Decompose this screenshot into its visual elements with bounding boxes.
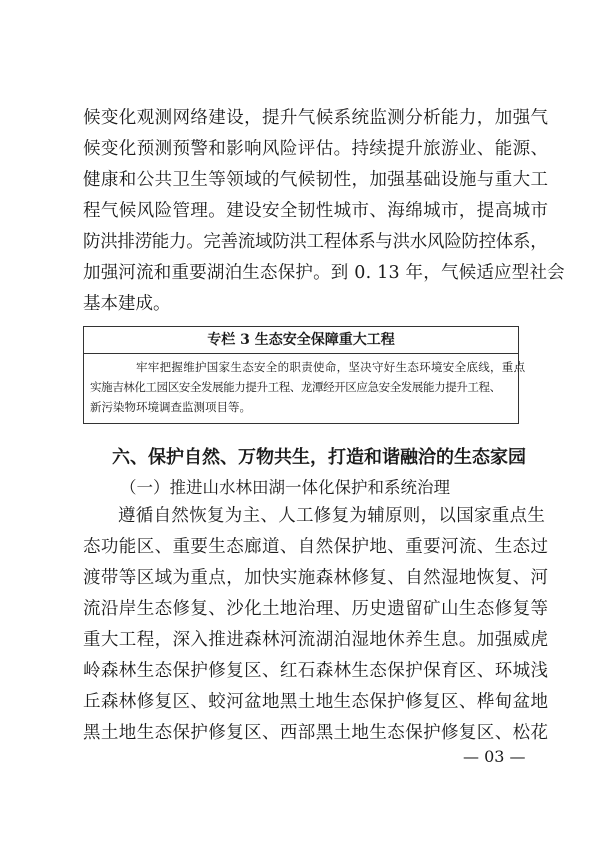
paragraph-line: 丘森林修复区、蛟河盆地黑土地生态保护修复区、桦甸盆地 [83, 692, 549, 712]
section-title: 六、保护自然、万物共生，打造和谐融洽的生态家园 [112, 447, 526, 468]
column-box-line: 新污染物环境调查监测项目等。 [90, 400, 251, 414]
column-box-title: 专栏 3 生态安全保障重大工程 [84, 327, 518, 354]
paragraph-line: 黑土地生态保护修复区、西部黑土地生态保护修复区、松花 [83, 723, 549, 743]
paragraph-line: 遵循自然恢复为主、人工修复为辅原则，以国家重点生 [118, 506, 546, 526]
paragraph-line: 重大工程，深入推进森林河流湖泊湿地休养生息。加强威虎 [83, 630, 549, 650]
paragraph-line: 防洪排涝能力。完善流域防洪工程体系与洪水风险防控体系， [83, 232, 548, 252]
paragraph-line: 态功能区、重要生态廊道、自然保护地、重要河流、生态过 [83, 537, 549, 557]
paragraph-line: 程气候风险管理。建设安全韧性城市、海绵城市，提高城市 [83, 201, 549, 221]
subsection-title: （一）推进山水林田湖一体化保护和系统治理 [120, 478, 450, 497]
column-box-line: 实施吉林化工园区安全发展能力提升工程、龙潭经开区应急安全发展能力提升工程、 [90, 380, 501, 394]
column-box-line: 牢牢把握维护国家生态安全的职责使命，坚决守好生态环境安全底线，重点 [136, 360, 526, 374]
paragraph-line: 岭森林生态保护修复区、红石森林生态保护保育区、环城浅 [83, 661, 549, 681]
paragraph-line: 健康和公共卫生等领域的气候韧性，加强基础设施与重大工 [83, 170, 549, 190]
column-box-body [90, 357, 526, 417]
column-box [83, 326, 526, 424]
paragraph-line: 候变化预测预警和影响风险评估。持续提升旅游业、能源、 [83, 139, 549, 159]
paragraph-line: 流沿岸生态修复、沙化土地治理、历史遗留矿山生态修复等 [83, 599, 549, 619]
paragraph-line: 候变化观测网络建设，提升气候系统监测分析能力，加强气 [83, 108, 549, 128]
paragraph-line: 基本建成。 [83, 294, 171, 314]
paragraph-line: 渡带等区域为重点，加快实施森林修复、自然湿地恢复、河 [83, 568, 549, 588]
page-number: — 03 — [463, 747, 526, 766]
paragraph-line: 加强河流和重要湖泊生态保护。到 0. 13 年，气候适应型社会 [83, 263, 565, 283]
